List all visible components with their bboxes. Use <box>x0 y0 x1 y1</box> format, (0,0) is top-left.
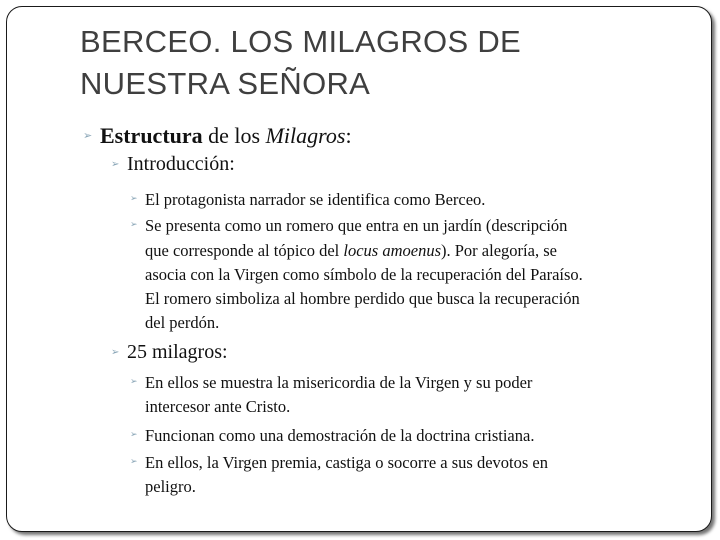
bullet-milagros-2 <box>130 426 535 446</box>
title-line-1: BERCEO. LOS MILAGROS DE <box>80 24 522 59</box>
estructura-italic: Milagros <box>265 123 346 148</box>
arrow-bullet-icon: ➢ <box>130 220 138 230</box>
bullet-milagros-1 <box>130 373 533 393</box>
arrow-bullet-icon: ➢ <box>130 194 138 204</box>
intro-2-line-1: Se presenta como un romero que entra en un jardín (descripción <box>145 216 568 235</box>
intro-2-line-3: asocia con la Virgen como símbolo de la recuperación del Paraíso. <box>145 265 583 284</box>
title-line-2: NUESTRA SEÑORA <box>80 66 371 101</box>
intro-2-line-4: El romero simboliza al hombre perdido que busca la recuperación <box>145 289 580 308</box>
arrow-bullet-icon: ➢ <box>83 129 93 142</box>
bullet-milagros-3 <box>130 453 549 473</box>
bullet-milagros <box>111 341 228 364</box>
arrow-bullet-icon: ➢ <box>111 347 120 358</box>
intro-1-text: El protagonista narrador se identifica como Berceo. <box>145 190 486 209</box>
introduccion-heading: Introducción: <box>127 153 235 175</box>
milagros-2-text: Funcionan como una demostración de la doctrina cristiana. <box>145 426 535 445</box>
milagros-heading: 25 milagros: <box>127 341 228 363</box>
estructura-bold: Estructura <box>100 123 203 148</box>
milagros-3-line-2: peligro. <box>145 477 196 496</box>
intro-2-line-2-post: ). Por alegoría, se <box>441 241 557 260</box>
bullet-estructura <box>83 123 352 149</box>
intro-2-line-5: del perdón. <box>145 313 220 332</box>
intro-2-line-2 <box>145 241 557 261</box>
arrow-bullet-icon: ➢ <box>130 377 138 387</box>
milagros-1-line-1: En ellos se muestra la misericordia de la Virgen y su poder <box>145 373 533 392</box>
estructura-mid: de los <box>202 123 266 148</box>
estructura-end: : <box>345 123 352 148</box>
arrow-bullet-icon: ➢ <box>111 159 120 170</box>
locus-amoenus-italic: locus amoenus <box>343 241 442 260</box>
milagros-3-line-1: En ellos, la Virgen premia, castiga o socorre a sus devotos en <box>145 453 549 472</box>
bullet-intro-1 <box>130 190 486 210</box>
arrow-bullet-icon: ➢ <box>130 430 138 440</box>
milagros-1-line-2: intercesor ante Cristo. <box>145 397 291 416</box>
intro-2-line-2-pre: que corresponde al tópico del <box>145 241 344 260</box>
bullet-intro-2 <box>130 216 568 236</box>
arrow-bullet-icon: ➢ <box>130 457 138 467</box>
bullet-introduccion <box>111 153 235 176</box>
